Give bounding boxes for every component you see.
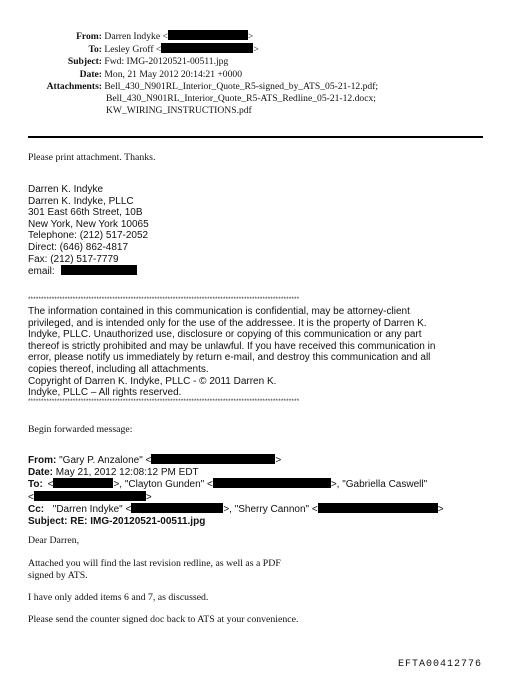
fwd-cc-label: Cc: bbox=[28, 504, 45, 516]
letter-line: signed by ATS. bbox=[28, 570, 88, 582]
header-from-value: Darren Indyke < bbox=[104, 31, 168, 42]
fwd-to-label: To: bbox=[28, 479, 43, 491]
fwd-date-value: May 21, 2012 12:08:12 PM EDT bbox=[55, 466, 199, 478]
fwd-subject-row bbox=[28, 516, 444, 528]
redaction-box bbox=[61, 265, 137, 275]
forwarded-header bbox=[28, 454, 444, 528]
confidentiality-notice bbox=[28, 306, 448, 399]
header-to-label: To: bbox=[88, 44, 102, 56]
attachment-item[interactable]: Bell_430_N901RL_Interior_Quote_R5-ATS_Redline_05-21-12.docx; bbox=[106, 93, 376, 105]
fwd-date-row bbox=[28, 467, 444, 479]
begin-forwarded-label: Begin forwarded message: bbox=[28, 424, 133, 435]
signature-line: Darren K. Indyke, PLLC bbox=[28, 195, 134, 207]
bracket: > bbox=[253, 44, 259, 56]
signature-line: Telephone: (212) 517-2052 bbox=[28, 230, 149, 242]
message-text: Please print attachment. Thanks. bbox=[28, 152, 156, 163]
attachment-item[interactable]: Bell_430_N901RL_Interior_Quote_R5-signed_by_ATS_05-21-12.pdf; bbox=[104, 80, 379, 92]
fwd-to-row bbox=[28, 478, 444, 491]
signature-line: New York, New York 10065 bbox=[28, 218, 149, 230]
letter-line: Attached you will find the last revision redline, as well as a PDF bbox=[28, 558, 281, 569]
redaction-box bbox=[53, 478, 113, 488]
header-to-row bbox=[0, 43, 378, 56]
separator-stars: ******************************************************************************************************* bbox=[28, 297, 300, 303]
header-attachments-label: Attachments: bbox=[46, 80, 102, 92]
document-id: EFTA00412776 bbox=[398, 659, 483, 670]
bracket: > bbox=[437, 504, 444, 516]
fwd-subject-value: RE: IMG-20120521-00511.jpg bbox=[70, 515, 206, 527]
fwd-cc-row bbox=[28, 503, 444, 516]
header-subject-label: Subject: bbox=[67, 56, 102, 68]
bracket: > bbox=[145, 491, 152, 503]
signature-line: Fax: (212) 517-7779 bbox=[28, 253, 119, 265]
signature-block bbox=[28, 184, 149, 278]
email-header bbox=[0, 30, 378, 117]
fwd-to-clayton: >, "Clayton Gunden" < bbox=[113, 479, 213, 491]
attachment-item[interactable]: KW_WIRING_INSTRUCTIONS.pdf bbox=[106, 105, 252, 117]
fwd-to-row-2 bbox=[28, 491, 444, 504]
signature-line: Direct: (646) 862-4817 bbox=[28, 241, 129, 253]
header-subject-row bbox=[0, 56, 378, 68]
header-subject-value: Fwd: IMG-20120521-00511.jpg bbox=[104, 56, 229, 68]
letter-paragraph-1 bbox=[28, 558, 281, 583]
bracket: < bbox=[28, 491, 34, 503]
redaction-box bbox=[161, 43, 253, 53]
letter-paragraph-3: Please send the counter signed doc back to ATS at your convenience. bbox=[28, 614, 299, 625]
header-attachments-row bbox=[0, 81, 378, 93]
header-to-value: Lesley Groff < bbox=[104, 44, 162, 56]
redaction-box bbox=[34, 491, 146, 501]
fwd-subject-label: Subject: bbox=[28, 515, 68, 527]
confidentiality-text: The information contained in this communication is confidential, may be attorney-client privileged, and is intended only for the use of the addressee. It is the property of Darren K. Indyke, PLLC. Unauthorized use, disclosure or copying of this communication or any part thereof is strictly prohibited and may be unlawful. If you have received this communication in error, please notify us immediately by return e-mail, and destroy this communication and all copies thereof, including all attachments. bbox=[28, 306, 436, 375]
fwd-date-label: Date: bbox=[28, 466, 54, 478]
copyright-line: Copyright of Darren K. Indyke, PLLC - © 2011 Darren K. bbox=[28, 375, 277, 387]
copyright-line: Indyke, PLLC – All rights reserved. bbox=[28, 387, 182, 399]
email-label: email: bbox=[28, 266, 55, 278]
signature-line: 301 East 66th Street, 10B bbox=[28, 207, 143, 219]
fwd-from-label: From: bbox=[28, 455, 57, 466]
header-divider bbox=[28, 136, 483, 138]
header-from-row bbox=[0, 30, 378, 43]
bracket: > bbox=[247, 31, 254, 42]
fwd-from-row bbox=[28, 454, 444, 467]
fwd-from-value: "Gary P. Anzalone" < bbox=[59, 455, 152, 466]
header-date-label: Date: bbox=[79, 68, 102, 80]
fwd-cc-darren: "Darren Indyke" < bbox=[52, 504, 132, 516]
signature-email-row bbox=[28, 265, 149, 278]
redaction-box bbox=[168, 30, 248, 40]
letter-paragraph-2: I have only added items 6 and 7, as discussed. bbox=[28, 592, 209, 603]
redaction-box bbox=[131, 503, 223, 513]
header-date-value: Mon, 21 May 2012 20:14:21 +0000 bbox=[104, 68, 242, 80]
bracket: < bbox=[47, 479, 54, 491]
bracket: > bbox=[275, 455, 282, 466]
signature-line: Darren K. Indyke bbox=[28, 184, 104, 195]
fwd-to-gabriella: >, "Gabriella Caswell" bbox=[330, 479, 428, 491]
header-date-row bbox=[0, 69, 378, 81]
fwd-cc-sherry: >, "Sherry Cannon" < bbox=[223, 504, 318, 516]
letter-greeting: Dear Darren, bbox=[28, 535, 80, 546]
redaction-box bbox=[318, 503, 438, 513]
redaction-box bbox=[213, 478, 331, 488]
separator-stars: ******************************************************************************************************* bbox=[28, 399, 300, 405]
redaction-box bbox=[151, 454, 275, 464]
header-from-label: From: bbox=[76, 31, 102, 42]
